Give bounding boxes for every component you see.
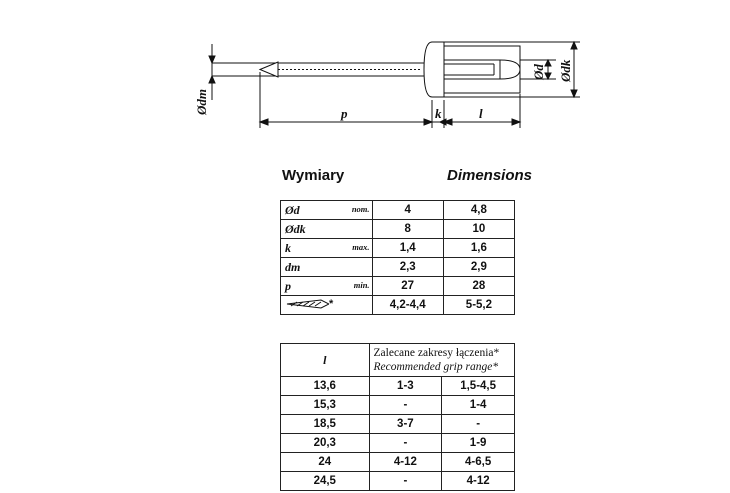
grip-length-cell: 15,3 — [281, 396, 370, 415]
grip-range-cell: - — [369, 396, 442, 415]
dim-value-cell: 2,9 — [443, 258, 514, 277]
grip-header-english: Recommended grip range* — [373, 361, 499, 373]
dim-symbol: k — [285, 240, 291, 255]
dim-symbol-cell — [281, 296, 373, 315]
dim-symbol-cell — [281, 201, 373, 220]
dim-value-cell: 4 — [372, 201, 443, 220]
grip-header-range — [369, 344, 514, 377]
dim-value-cell: 1,6 — [443, 239, 514, 258]
table-row — [281, 453, 515, 472]
grip-length-cell: 24,5 — [281, 472, 370, 491]
dim-value-cell: 28 — [443, 277, 514, 296]
dim-symbol: dm — [285, 259, 301, 274]
table-row — [281, 239, 515, 258]
dim-value-cell: 5-5,2 — [443, 296, 514, 315]
header-polish: Wymiary — [282, 167, 345, 184]
grip-range-cell: - — [369, 434, 442, 453]
table-row — [281, 377, 515, 396]
label-d: Ød — [531, 64, 546, 80]
grip-range-cell: 1,5-4,5 — [442, 377, 515, 396]
dim-value-cell: 27 — [372, 277, 443, 296]
dim-value-cell: 10 — [443, 220, 514, 239]
dimensions-table — [280, 200, 515, 315]
footnote-marker: * — [329, 297, 334, 310]
grip-range-cell: 4-12 — [369, 453, 442, 472]
grip-header-row — [281, 344, 515, 377]
table-row — [281, 296, 515, 315]
grip-range-cell: 1-9 — [442, 434, 515, 453]
grip-range-cell: 4-6,5 — [442, 453, 515, 472]
rivet-head — [424, 42, 444, 97]
mandrel — [212, 62, 432, 77]
grip-range-cell: 1-3 — [369, 377, 442, 396]
dim-symbol-cell — [281, 239, 373, 258]
label-dm: Ødm — [194, 89, 209, 115]
drill-bit-icon — [285, 301, 329, 313]
dim-symbol: Ød — [285, 202, 300, 217]
table-row — [281, 415, 515, 434]
grip-length-cell: 18,5 — [281, 415, 370, 434]
label-p: p — [341, 106, 348, 121]
header-english: Dimensions — [447, 167, 533, 184]
table-row — [281, 277, 515, 296]
grip-header-polish: Zalecane zakresy łączenia* — [373, 347, 500, 359]
grip-header-l: l — [281, 344, 370, 377]
grip-length-cell: 13,6 — [281, 377, 370, 396]
dim-qualifier: max. — [352, 242, 370, 252]
grip-range-cell: - — [369, 472, 442, 491]
rivet-body — [444, 46, 520, 93]
dim-qualifier: min. — [353, 280, 370, 290]
grip-length-cell: 20,3 — [281, 434, 370, 453]
dim-symbol-cell — [281, 258, 373, 277]
table-row — [281, 220, 515, 239]
dim-symbol-cell — [281, 220, 373, 239]
table-row — [281, 472, 515, 491]
dim-symbol-cell — [281, 277, 373, 296]
grip-length-cell: 24 — [281, 453, 370, 472]
label-dk: Ødk — [558, 59, 573, 82]
label-k: k — [435, 106, 442, 121]
dim-value-cell: 2,3 — [372, 258, 443, 277]
dim-qualifier: nom. — [351, 204, 370, 214]
table-row — [281, 258, 515, 277]
grip-range-cell: - — [442, 415, 515, 434]
dim-value-cell: 4,8 — [443, 201, 514, 220]
dim-symbol: Ødk — [285, 221, 306, 236]
grip-range-table — [280, 343, 515, 491]
grip-range-cell: 3-7 — [369, 415, 442, 434]
table-row — [281, 201, 515, 220]
table-row — [281, 396, 515, 415]
grip-range-cell: 1-4 — [442, 396, 515, 415]
dim-value-cell: 8 — [372, 220, 443, 239]
dim-value-cell: 4,2-4,4 — [372, 296, 443, 315]
dim-value-cell: 1,4 — [372, 239, 443, 258]
label-l: l — [479, 106, 483, 121]
dim-symbol: p — [285, 278, 291, 293]
table-row — [281, 434, 515, 453]
grip-range-cell: 4-12 — [442, 472, 515, 491]
rivet-drawing — [0, 0, 730, 160]
